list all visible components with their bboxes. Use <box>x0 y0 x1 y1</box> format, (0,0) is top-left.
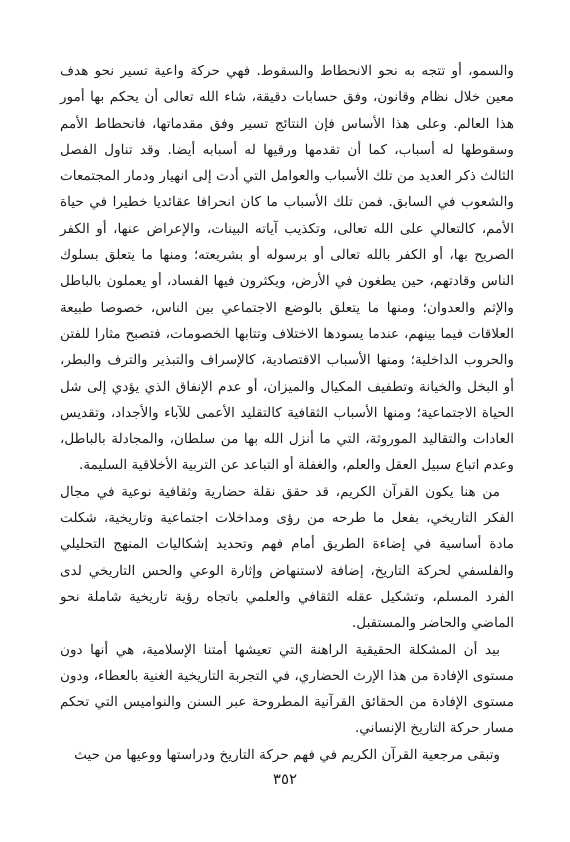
page-number: ٣٥٢ <box>272 770 298 788</box>
paragraph-2: من هنا يكون القرآن الكريم، قد حقق نقلة حضارية وثقافية نوعية في مجال الفكر التاريخي، بفعل ما طرحه من رؤى ومداخلات اجتماعية وتاريخية، شكلت مادة أساسية في إضاءة الطريق أمام فهم وتحديد إشكاليات المنهج التحليلي والفلسفي لحركة التاريخ، إضافة لاستنهاض وإثارة الوعي والحس التاريخي لدى الفرد المسلم، وتشكيل عقله الثقافي والعلمي باتجاه رؤية تاريخية شاملة نحو الماضي والحاضر والمستقبل. <box>60 483 514 632</box>
paragraph-1: والسمو، أو تتجه به نحو الانحطاط والسقوط. فهي حركة واعية تسير نحو هدف معين خلال نظام وقانون، وفق حسابات دقيقة، شاء الله تعالى أن يحكم بها أمور هذا العالم. وعلى هذا الأساس فإن النتائج تسير وفق مقدماتها، فانحطاط الأمم وسقوطها له أسباب، كما أن تقدمها ورقيها له أسبابه أيضا. وقد تناول الفصل الثالث ذكر العديد من تلك الأسباب والعوامل التي أدت إلى انهيار ودمار المجتمعات والشعوب في السابق. فمن تلك الأسباب ما كان انحرافا عقائديا خطيرا في حياة الأمم، كالتعالي على الله تعالى، وتكذيب آياته البينات، والإعراض عنها، أو الكفر الصريح بها، أو الكفر بالله تعالى أو برسوله أو بشريعته؛ ومنها ما يتعلق بسلوك الناس وقادتهم، حين يطغون في الأرض، ويكثرون فيها الفساد، أو يعملون بالباطل والإثم والعدوان؛ ومنها ما يتعلق بالوضع الاجتماعي بين الناس، خصوصا طبيعة العلاقات فيما بينهم، عندما يسودها الاختلاف وتتابها الخصومات، فتصبح مثارا للفتن والحروب الداخلية؛ ومنها الأسباب الاقتصادية، كالإسراف والتبذير والترف والبطر، أو البخل والخيانة وتطفيف المكيال والميزان، أو عدم الإنفاق الذي يؤدي إلى شل الحياة الاجتماعية؛ ومنها الأسباب الثقافية كالتقليد الأعمى للآباء والأجداد، وتقديس العادات والتقاليد الموروثة، التي ما أنزل الله بها من سلطان، والمجادلة بالباطل، وعدم اتباع سبيل العقل والعلم، والغفلة أو التباعد عن التربية الأخلاقية السليمة. <box>60 63 514 474</box>
paragraph-4: وتبقى مرجعية القرآن الكريم في فهم حركة التاريخ ودراستها ووعيها من حيث <box>74 746 500 763</box>
paragraph-3: بيد أن المشكلة الحقيقية الراهنة التي تعيشها أمتنا الإسلامية، هي أنها دون مستوى الإفادة من هذا الإرث الحضاري، في التجربة التاريخية الغنية بالعطاء، ودون مستوى الإفادة من الحقائق القرآنية المطروحة عبر السنن والنواميس التي تحكم مسار حركة التاريخ الإنساني. <box>60 641 514 737</box>
page-body <box>60 58 514 768</box>
